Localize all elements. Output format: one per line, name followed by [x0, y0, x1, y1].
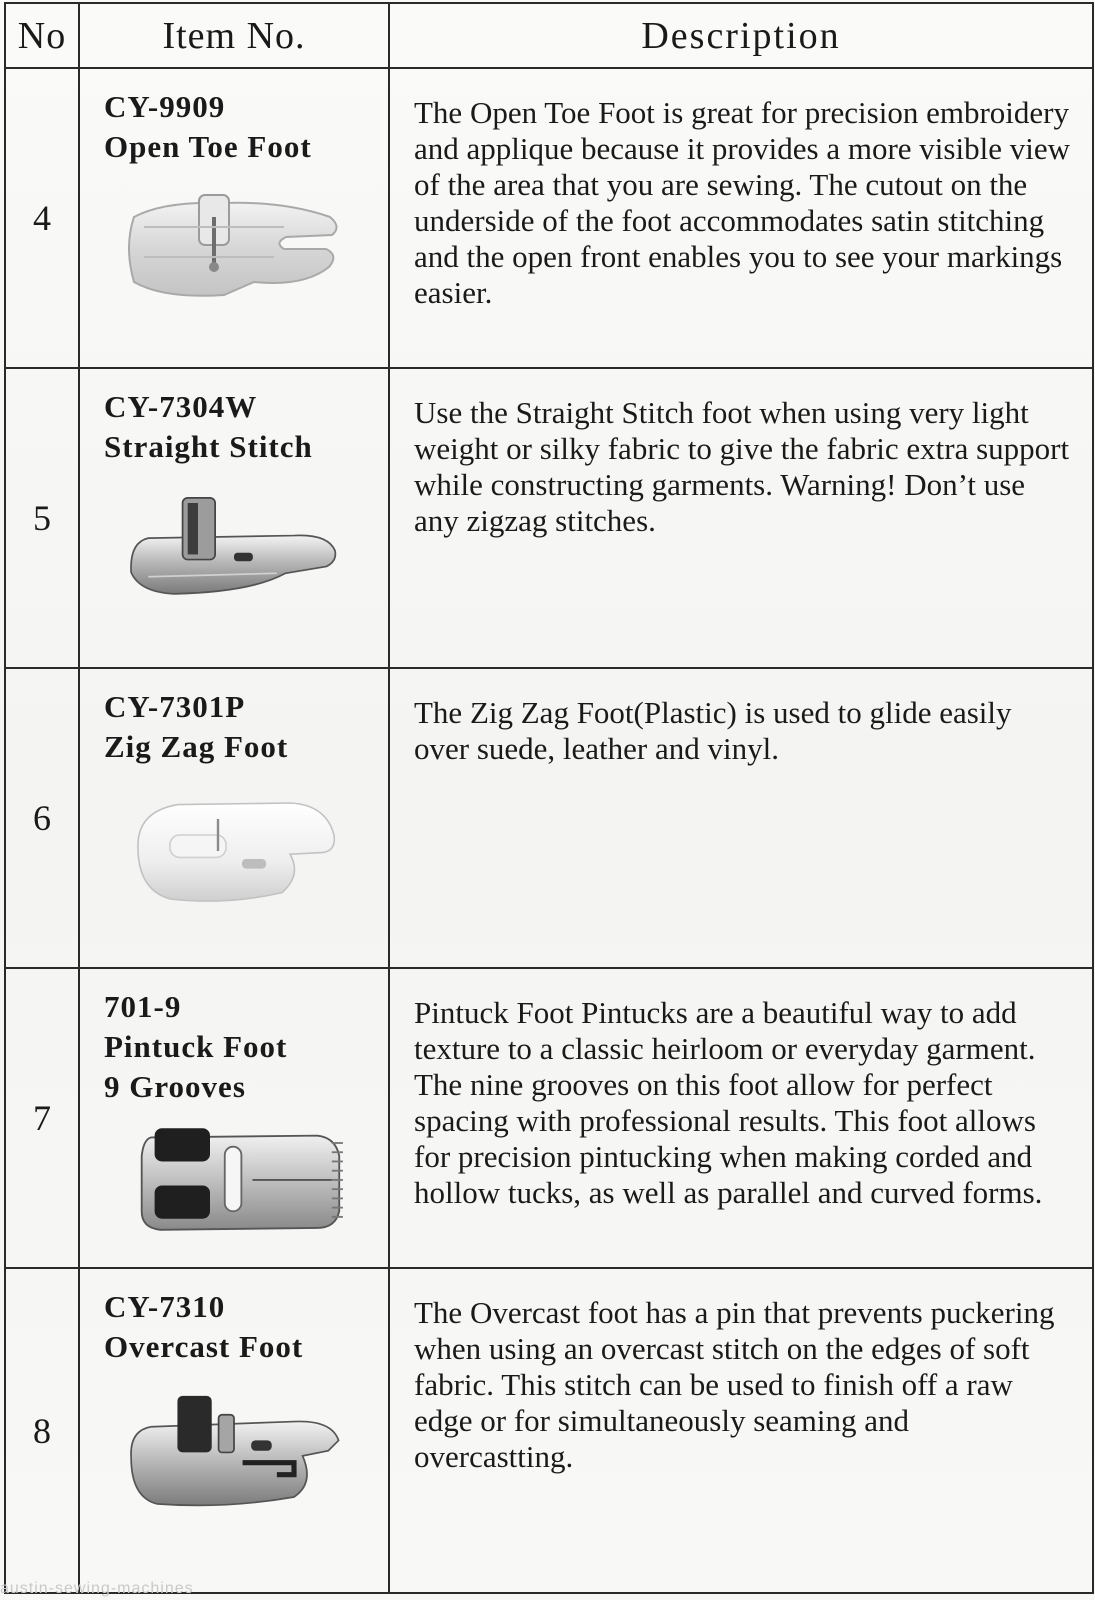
pintuck-foot-image [104, 1119, 364, 1239]
open-toe-foot-image [104, 187, 364, 307]
item-description: Use the Straight Stitch foot when using very light weight or silky fabric to give the fabric extra support while constructing garments. Warning! Don’t use any zigzag stitches. [414, 395, 1070, 538]
zig-zag-foot-image [104, 787, 364, 907]
description-cell [389, 68, 1093, 368]
item-code: CY-9909 [104, 89, 226, 124]
table-header-row [5, 3, 1093, 68]
description-cell [389, 368, 1093, 668]
item-name: Overcast Foot [104, 1329, 304, 1364]
item-cell [79, 1268, 389, 1593]
item-description: The Overcast foot has a pin that prevents puckering when using an overcast stitch on the edges of soft fabric. This stitch can be used to finish off a raw edge or for simultaneously seaming and overcastting. [414, 1295, 1055, 1474]
table-row [5, 968, 1093, 1268]
item-code: CY-7304W [104, 389, 258, 424]
straight-stitch-foot-image [104, 491, 364, 611]
description-cell [389, 968, 1093, 1268]
header-item-no: Item No. [79, 3, 389, 68]
watermark: austin-sewing-machines [0, 1580, 194, 1597]
row-number: 6 [5, 668, 79, 968]
header-no: No [5, 3, 79, 68]
item-code: 701-9 [104, 989, 182, 1024]
item-code: CY-7301P [104, 689, 246, 724]
table-row [5, 68, 1093, 368]
item-cell [79, 368, 389, 668]
description-cell [389, 668, 1093, 968]
table-row [5, 368, 1093, 668]
row-number: 8 [5, 1268, 79, 1593]
item-cell [79, 668, 389, 968]
presser-foot-table [4, 2, 1094, 1594]
item-description: The Zig Zag Foot(Plastic) is used to glide easily over suede, leather and vinyl. [414, 695, 1012, 766]
header-description: Description [389, 3, 1093, 68]
item-cell [79, 968, 389, 1268]
overcast-foot-image [104, 1389, 364, 1509]
description-cell [389, 1268, 1093, 1593]
item-name: Open Toe Foot [104, 129, 312, 164]
item-description: Pintuck Foot Pintucks are a beautiful way to add texture to a classic heirloom or everyday garment. The nine grooves on this foot allow for perfect spacing with professional results. This foot allows for precision pintucking when making corded and hollow tucks, as well as parallel and curved forms. [414, 995, 1043, 1210]
item-cell [79, 68, 389, 368]
item-name: Straight Stitch [104, 429, 313, 464]
item-code: CY-7310 [104, 1289, 226, 1324]
row-number: 5 [5, 368, 79, 668]
item-description: The Open Toe Foot is great for precision embroidery and applique because it provides a more visible view of the area that you are sewing. The cutout on the underside of the foot accommodates satin stitching and the open front enables you to see your markings easier. [414, 95, 1070, 310]
item-name: Zig Zag Foot [104, 729, 289, 764]
table-row [5, 1268, 1093, 1593]
item-name: Pintuck Foot [104, 1029, 288, 1064]
table-row [5, 668, 1093, 968]
item-name-line2: 9 Grooves [104, 1069, 246, 1104]
row-number: 7 [5, 968, 79, 1268]
row-number: 4 [5, 68, 79, 368]
